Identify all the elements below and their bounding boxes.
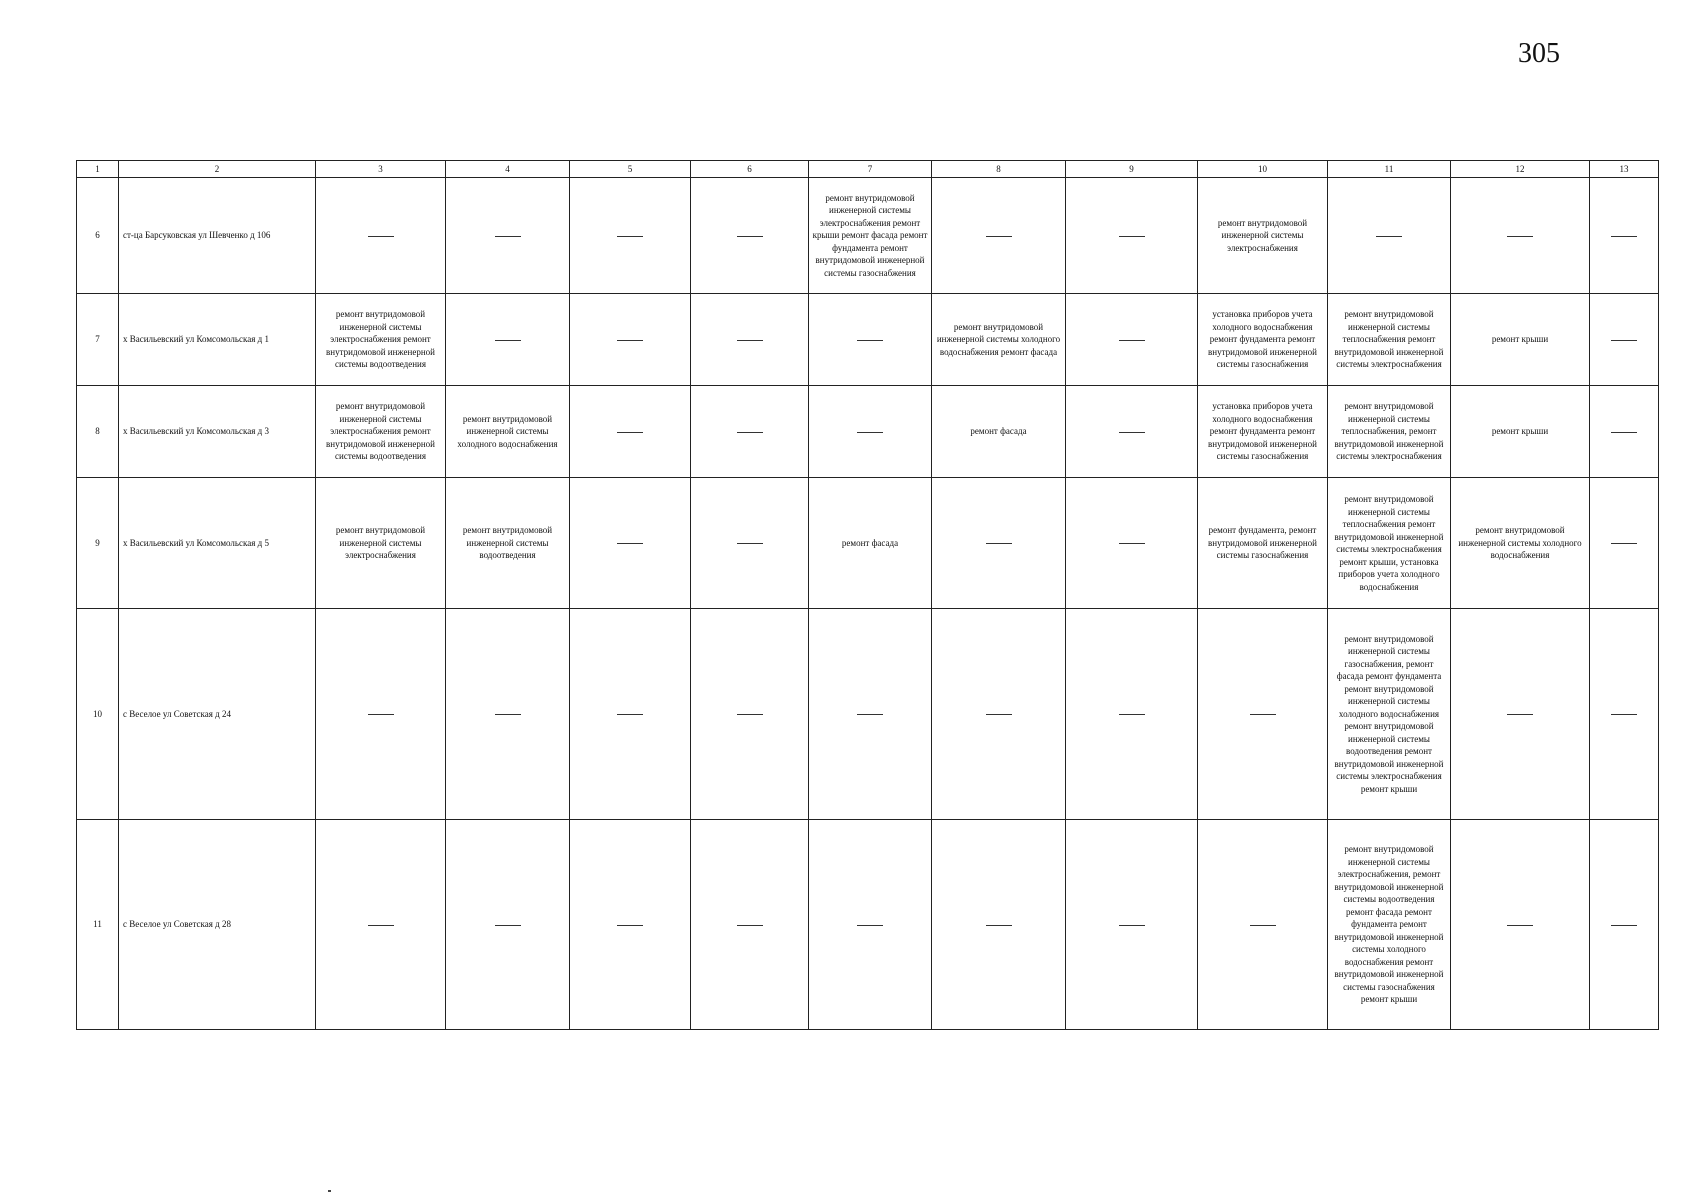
empty-cell xyxy=(316,178,446,294)
dash-mark xyxy=(617,340,643,341)
dash-mark xyxy=(368,714,394,715)
table-row xyxy=(77,386,1659,478)
dash-mark xyxy=(1119,714,1145,715)
column-number: 10 xyxy=(1198,161,1328,178)
address-cell: с Веселое ул Советская д 28 xyxy=(119,820,316,1030)
empty-cell xyxy=(1590,178,1659,294)
dash-mark xyxy=(1119,925,1145,926)
dash-mark xyxy=(1119,236,1145,237)
empty-cell xyxy=(691,386,809,478)
row-number: 10 xyxy=(77,609,119,820)
work-type-cell: ремонт внутридомовой инженерной системы теплоснабжения ремонт внутридомовой инженерной системы электроснабжения ремонт крыши, установка приборов учета холодного водоснабжения xyxy=(1328,478,1451,609)
column-number: 4 xyxy=(446,161,570,178)
work-type-cell: ремонт фасада xyxy=(809,478,932,609)
repair-schedule-table xyxy=(76,160,1659,1030)
dash-mark xyxy=(857,714,883,715)
work-type-cell: установка приборов учета холодного водоснабжения ремонт фундамента ремонт внутридомовой инженерной системы газоснабжения xyxy=(1198,386,1328,478)
column-number: 11 xyxy=(1328,161,1451,178)
dash-mark xyxy=(1611,432,1637,433)
empty-cell xyxy=(1198,820,1328,1030)
table-row xyxy=(77,178,1659,294)
empty-cell xyxy=(570,294,691,386)
work-type-cell: ремонт внутридомовой инженерной системы электроснабжения xyxy=(316,478,446,609)
dash-mark xyxy=(368,236,394,237)
scan-artifact xyxy=(328,1190,331,1192)
empty-cell xyxy=(570,609,691,820)
column-number: 13 xyxy=(1590,161,1659,178)
dash-mark xyxy=(495,714,521,715)
empty-cell xyxy=(1590,294,1659,386)
work-type-cell: ремонт внутридомовой инженерной системы электроснабжения ремонт крыши ремонт фасада ремонт фундамента ремонт внутридомовой инженерной системы газоснабжения xyxy=(809,178,932,294)
dash-mark xyxy=(1119,543,1145,544)
empty-cell xyxy=(1066,609,1198,820)
work-type-cell: ремонт внутридомовой инженерной системы водоотведения xyxy=(446,478,570,609)
work-type-cell: ремонт крыши xyxy=(1451,386,1590,478)
empty-cell xyxy=(932,178,1066,294)
work-type-cell: ремонт фасада xyxy=(932,386,1066,478)
empty-cell xyxy=(1066,386,1198,478)
work-type-cell: ремонт внутридомовой инженерной системы электроснабжения, ремонт внутридомовой инженерной системы водоотведения ремонт фасада ремонт фундамента ремонт внутридомовой инженерной системы холодного водоснабжения ремонт внутридомовой инженерной системы газоснабжения ремонт крыши xyxy=(1328,820,1451,1030)
empty-cell xyxy=(1590,820,1659,1030)
column-number: 3 xyxy=(316,161,446,178)
table-row xyxy=(77,609,1659,820)
column-number: 1 xyxy=(77,161,119,178)
row-number: 6 xyxy=(77,178,119,294)
dash-mark xyxy=(1507,925,1533,926)
dash-mark xyxy=(1507,714,1533,715)
empty-cell xyxy=(570,178,691,294)
empty-cell xyxy=(1066,178,1198,294)
column-number: 7 xyxy=(809,161,932,178)
empty-cell xyxy=(316,609,446,820)
dash-mark xyxy=(1507,236,1533,237)
dash-mark xyxy=(368,925,394,926)
dash-mark xyxy=(1611,543,1637,544)
work-type-cell: ремонт внутридомовой инженерной системы электроснабжения ремонт внутридомовой инженерной системы водоотведения xyxy=(316,294,446,386)
empty-cell xyxy=(1590,609,1659,820)
dash-mark xyxy=(1611,340,1637,341)
empty-cell xyxy=(1451,609,1590,820)
dash-mark xyxy=(737,543,763,544)
address-cell: с Веселое ул Советская д 24 xyxy=(119,609,316,820)
work-type-cell: ремонт внутридомовой инженерной системы теплоснабжения, ремонт внутридомовой инженерной системы электроснабжения xyxy=(1328,386,1451,478)
column-number: 9 xyxy=(1066,161,1198,178)
dash-mark xyxy=(737,340,763,341)
dash-mark xyxy=(617,543,643,544)
empty-cell xyxy=(1451,820,1590,1030)
empty-cell xyxy=(570,478,691,609)
empty-cell xyxy=(570,386,691,478)
column-number: 12 xyxy=(1451,161,1590,178)
empty-cell xyxy=(809,820,932,1030)
empty-cell xyxy=(691,820,809,1030)
dash-mark xyxy=(986,543,1012,544)
column-number: 5 xyxy=(570,161,691,178)
row-number: 9 xyxy=(77,478,119,609)
empty-cell xyxy=(1066,478,1198,609)
empty-cell xyxy=(932,820,1066,1030)
dash-mark xyxy=(1376,236,1402,237)
dash-mark xyxy=(737,236,763,237)
dash-mark xyxy=(495,236,521,237)
empty-cell xyxy=(446,820,570,1030)
dash-mark xyxy=(617,714,643,715)
work-type-cell: установка приборов учета холодного водоснабжения ремонт фундамента ремонт внутридомовой инженерной системы газоснабжения xyxy=(1198,294,1328,386)
empty-cell xyxy=(691,178,809,294)
empty-cell xyxy=(932,609,1066,820)
work-type-cell: ремонт фундамента, ремонт внутридомовой инженерной системы газоснабжения xyxy=(1198,478,1328,609)
empty-cell xyxy=(1328,178,1451,294)
empty-cell xyxy=(1590,478,1659,609)
empty-cell xyxy=(1066,820,1198,1030)
empty-cell xyxy=(1198,609,1328,820)
dash-mark xyxy=(737,714,763,715)
address-cell: х Васильевский ул Комсомольская д 3 xyxy=(119,386,316,478)
empty-cell xyxy=(809,386,932,478)
address-cell: х Васильевский ул Комсомольская д 1 xyxy=(119,294,316,386)
table-row xyxy=(77,820,1659,1030)
dash-mark xyxy=(857,925,883,926)
dash-mark xyxy=(857,432,883,433)
dash-mark xyxy=(1611,236,1637,237)
work-type-cell: ремонт внутридомовой инженерной системы холодного водоснабжения ремонт фасада xyxy=(932,294,1066,386)
dash-mark xyxy=(495,925,521,926)
empty-cell xyxy=(809,609,932,820)
empty-cell xyxy=(691,609,809,820)
empty-cell xyxy=(446,609,570,820)
empty-cell xyxy=(1066,294,1198,386)
dash-mark xyxy=(986,925,1012,926)
row-number: 7 xyxy=(77,294,119,386)
dash-mark xyxy=(495,340,521,341)
empty-cell xyxy=(809,294,932,386)
empty-cell xyxy=(932,478,1066,609)
empty-cell xyxy=(446,178,570,294)
empty-cell xyxy=(446,294,570,386)
work-type-cell: ремонт внутридомовой инженерной системы электроснабжения ремонт внутридомовой инженерной системы водоотведения xyxy=(316,386,446,478)
work-type-cell: ремонт внутридомовой инженерной системы газоснабжения, ремонт фасада ремонт фундамента ремонт внутридомовой инженерной системы холодного водоснабжения ремонт внутридомовой инженерной системы водоотведения ремонт внутридомовой инженерной системы электроснабжения ремонт крыши xyxy=(1328,609,1451,820)
dash-mark xyxy=(857,340,883,341)
dash-mark xyxy=(617,925,643,926)
empty-cell xyxy=(691,294,809,386)
dash-mark xyxy=(1250,925,1276,926)
dash-mark xyxy=(737,432,763,433)
table-row xyxy=(77,478,1659,609)
work-type-cell: ремонт внутридомовой инженерной системы теплоснабжения ремонт внутридомовой инженерной системы электроснабжения xyxy=(1328,294,1451,386)
dash-mark xyxy=(1611,925,1637,926)
dash-mark xyxy=(1250,714,1276,715)
empty-cell xyxy=(316,820,446,1030)
page-number: 305 xyxy=(1518,38,1560,69)
work-type-cell: ремонт внутридомовой инженерной системы холодного водоснабжения xyxy=(446,386,570,478)
dash-mark xyxy=(617,432,643,433)
work-type-cell: ремонт внутридомовой инженерной системы холодного водоснабжения xyxy=(1451,478,1590,609)
address-cell: х Васильевский ул Комсомольская д 5 xyxy=(119,478,316,609)
row-number: 8 xyxy=(77,386,119,478)
work-type-cell: ремонт крыши xyxy=(1451,294,1590,386)
column-number: 2 xyxy=(119,161,316,178)
empty-cell xyxy=(1451,178,1590,294)
dash-mark xyxy=(1611,714,1637,715)
empty-cell xyxy=(570,820,691,1030)
empty-cell xyxy=(1590,386,1659,478)
dash-mark xyxy=(617,236,643,237)
row-number: 11 xyxy=(77,820,119,1030)
column-number-row xyxy=(77,161,1659,178)
dash-mark xyxy=(737,925,763,926)
column-number: 6 xyxy=(691,161,809,178)
column-number: 8 xyxy=(932,161,1066,178)
dash-mark xyxy=(986,236,1012,237)
dash-mark xyxy=(986,714,1012,715)
empty-cell xyxy=(691,478,809,609)
table-row xyxy=(77,294,1659,386)
dash-mark xyxy=(1119,340,1145,341)
work-type-cell: ремонт внутридомовой инженерной системы электроснабжения xyxy=(1198,178,1328,294)
address-cell: ст-ца Барсуковская ул Шевченко д 106 xyxy=(119,178,316,294)
dash-mark xyxy=(1119,432,1145,433)
